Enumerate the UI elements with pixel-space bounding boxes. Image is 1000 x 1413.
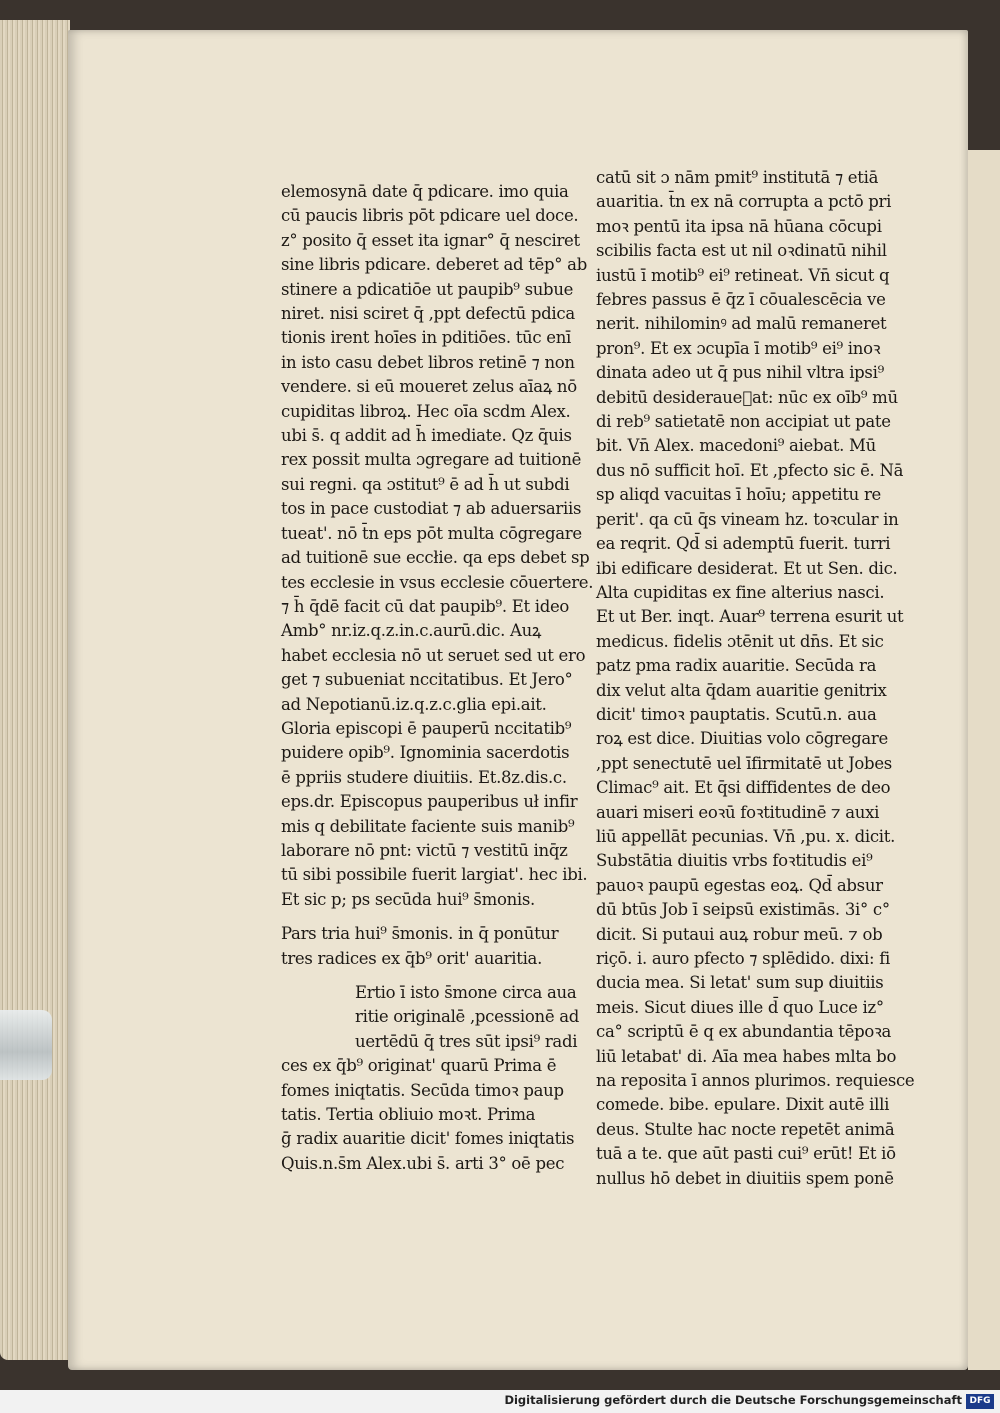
text-line: auari miseri eoꝛū foꝛtitudinē ⁊ auxi <box>596 802 880 822</box>
text-line: ea reqrit. Qd̄ si ademptū fuerit. turri <box>596 534 891 554</box>
text-line: ad Nepotianū.iz.q.z.c.glia epi.ait. <box>281 694 547 714</box>
text-line: Gloria episcopi ē pauperū nccitatib⁹ <box>281 718 572 738</box>
text-line: sine libris pdicare. deberet ad tēp° ab <box>281 255 587 275</box>
text-line: dix velut alta q̄dam auaritie genitrix <box>596 680 887 700</box>
text-line: ad tuitionē sue eccłie. qa eps debet sp <box>281 548 590 568</box>
text-line: perit'. qa cū q̄s vineam hz. toꝛcular in <box>596 509 899 529</box>
text-line: ca° scriptū ē q ex abundantia tēpoꝛa <box>596 1022 892 1042</box>
text-line: patz pma radix auaritie. Secūda ra <box>596 656 877 676</box>
text-line: pauoꝛ paupū egestas eoꝝ. Qd̄ absur <box>596 875 883 895</box>
text-line: nerit. nihilominꝰ ad malū remaneret <box>596 314 887 334</box>
footer-credit: Digitalisierung gefördert durch die Deutsche Forschungsgemeinschaft <box>504 1393 962 1407</box>
text-line: ritie originalē ,pcessionē ad <box>355 1007 580 1027</box>
text-line: mis q debilitate faciente suis manib⁹ <box>281 816 575 836</box>
text-line: roꝝ est dice. Diuitias volo cōgregare <box>596 729 888 749</box>
section-heading <box>281 922 581 971</box>
text-line: ḡ radix auaritie dicit' fomes iniqtatis <box>281 1129 575 1149</box>
text-line: febres passus ē q̄z ī cōualescēcia ve <box>596 290 886 310</box>
text-line: laborare nō pnt: victū ⁊ vestitū inq̄z <box>281 840 568 860</box>
text-line: ces ex q̄b⁹ originat' quarū Prima ē <box>281 1056 557 1076</box>
text-line: Et ut Ber. inqt. Auar⁹ terrena esurit ut <box>596 607 904 627</box>
right-column-body <box>596 166 915 1191</box>
text-line: deus. Stulte hac nocte repetēt animā <box>596 1119 895 1139</box>
text-line: Pars tria hui⁹ s̄monis. in q̄ ponūtur <box>281 924 559 944</box>
text-line: get ⁊ subueniat nccitatibus. Et Jero° <box>281 670 573 690</box>
text-line: Quis.n.s̄m Alex.ubi s̄. arti 3° oē pec <box>281 1153 565 1173</box>
text-line: dicit' timoꝛ pauptatis. Scutū.n. aua <box>596 704 877 724</box>
text-line: moꝛ pentū ita ipsa nā hūana cōcupi <box>596 216 882 236</box>
text-line: medicus. fidelis ɔtēnit ut dn̄s. Et sic <box>596 631 884 651</box>
text-line: catū sit ɔ nām pmit⁹ institutā ⁊ etiā <box>596 168 879 187</box>
text-line: auaritia. t̄n ex nā corrupta a pctō pri <box>596 192 892 212</box>
text-line: riçō. i. auro pfecto ⁊ splēdido. dixi: fi <box>596 949 890 968</box>
text-line: Et sic p; ps secūda hui⁹ s̄monis. <box>281 889 535 909</box>
text-line: ,ppt senectutē uel īfirmitatē ut Jobes <box>596 753 892 773</box>
text-line: liū appellāt pecunias. Vn̄ ,pu. x. dicit. <box>596 826 896 846</box>
text-line: tatis. Tertia obliuio moꝛt. Prima <box>281 1105 536 1125</box>
text-line: nullus hō debet in diuitiis spem ponē <box>596 1168 894 1188</box>
text-line: sp aliqd vacuitas ī hoīu; appetitu re <box>596 485 881 505</box>
section-paragraph <box>281 981 581 1176</box>
text-line: ubi s̄. q addit ad h̄ imediate. Qz q̄uis <box>281 426 572 446</box>
text-line: dū btūs Job ī seipsū existimās. 3i° c° <box>596 900 890 920</box>
text-line: iustū ī motib⁹ ei⁹ retineat. Vn̄ sicut q <box>596 265 890 285</box>
text-line: fomes iniqtatis. Secūda timoꝛ paup <box>281 1080 564 1100</box>
text-line: pron⁹. Et ex ɔcupīa ī motib⁹ ei⁹ inoꝛ <box>596 338 881 358</box>
text-line: na reposita ī annos plurimos. requiesce <box>596 1071 915 1091</box>
footer-bar <box>0 1390 1000 1413</box>
text-line: Climac⁹ ait. Et q̄si diffidentes de deo <box>596 778 891 798</box>
left-text-column <box>281 180 594 1176</box>
text-line: puidere opib⁹. Ignominia sacerdotis <box>281 743 570 763</box>
text-line: scibilis facta est ut nil oꝛdinatū nihil <box>596 241 887 261</box>
text-line: bit. Vn̄ Alex. macedoni⁹ aiebat. Mū <box>596 436 876 456</box>
text-line: ducia mea. Si letat' sum sup diuitiis <box>596 973 884 993</box>
text-line: tuā a te. que aūt pasti cui⁹ erūt! Et iō <box>596 1144 896 1164</box>
text-line: tres radices ex q̄b⁹ orit' auaritia. <box>281 948 543 968</box>
text-line: stinere a pdicatiōe ut paupib⁹ subue <box>281 279 574 299</box>
right-text-column <box>596 166 915 1191</box>
text-line: elemosynā date q̄ pdicare. imo quia <box>281 182 569 201</box>
text-line: vendere. si eū moueret zelus aīaꝝ nō <box>281 377 577 397</box>
text-line: debitū desideraueᷓat: nūc ex oīb⁹ mū <box>596 387 898 407</box>
facing-page-edge <box>968 150 1000 1370</box>
text-line: liū letabat' di. Aīa mea habes mlta bo <box>596 1046 897 1066</box>
text-line: tos in pace custodiat ⁊ ab aduersariis <box>281 499 582 519</box>
text-line: dicit. Si putaui auꝝ robur meū. ⁊ ob <box>596 924 883 944</box>
text-line: sui regni. qa ɔstitut⁹ ē ad h̄ ut subdi <box>281 474 570 494</box>
text-line: tes ecclesie in vsus ecclesie cōuertere. <box>281 572 594 592</box>
text-line: ⁊ h̄ q̄dē facit cū dat paupib⁹. Et ideo <box>281 596 570 616</box>
text-line: tueat'. nō t̄n eps pōt multa cōgregare <box>281 523 582 543</box>
text-line: Alta cupiditas ex fine alterius nasci. <box>596 582 885 602</box>
text-line: ē ppriis studere diuitiis. Et.8z.dis.c. <box>281 767 567 787</box>
book-clip <box>0 1010 52 1080</box>
text-line: in isto casu debet libros retinē ⁊ non <box>281 352 575 372</box>
text-line: niret. nisi sciret q̄ ,ppt defectū pdica <box>281 304 575 324</box>
text-line: Substātia diuitis vrbs foꝛtitudis ei⁹ <box>596 851 873 871</box>
text-line: cupiditas libroꝝ. Hec oīa scdm Alex. <box>281 401 571 421</box>
left-column-body <box>281 180 594 912</box>
text-line: Ertio ī isto s̄mone circa aua <box>355 983 577 1002</box>
dfg-logo: DFG <box>966 1394 994 1409</box>
text-line: meis. Sicut diues ille d̄ quo Luce iz° <box>596 997 884 1017</box>
text-line: tū sibi possibile fuerit largiat'. hec ibi. <box>281 865 588 885</box>
text-line: comede. bibe. epulare. Dixit autē illi <box>596 1095 890 1115</box>
text-line: tionis irent hoīes in pditiōes. tūc enī <box>281 328 572 348</box>
text-line: Amb° nr.iz.q.z.in.c.aurū.dic. Auꝝ <box>281 621 542 641</box>
text-line: uertēdū q̄ tres sūt ipsi⁹ radi <box>355 1031 578 1051</box>
text-line: dinata adeo ut q̄ pus nihil vltra ipsi⁹ <box>596 363 884 383</box>
text-line: habet ecclesia nō ut seruet sed ut ero <box>281 645 586 665</box>
text-line: dus nō sufficit hoī. Et ,pfecto sic ē. Nā <box>596 460 904 480</box>
text-line: cū paucis libris pōt pdicare uel doce. <box>281 206 579 226</box>
text-line: eps.dr. Episcopus pauperibus uł infir <box>281 792 578 812</box>
text-line: z° posito q̄ esset ita ignar° q̄ nesciret <box>281 230 580 250</box>
text-line: ibi edificare desiderat. Et ut Sen. dic. <box>596 558 898 578</box>
page-stack-edges <box>0 20 70 1360</box>
text-line: rex possit multa ɔgregare ad tuitionē <box>281 450 582 470</box>
text-line: di reb⁹ satietatē non accipiat ut pate <box>596 412 891 432</box>
